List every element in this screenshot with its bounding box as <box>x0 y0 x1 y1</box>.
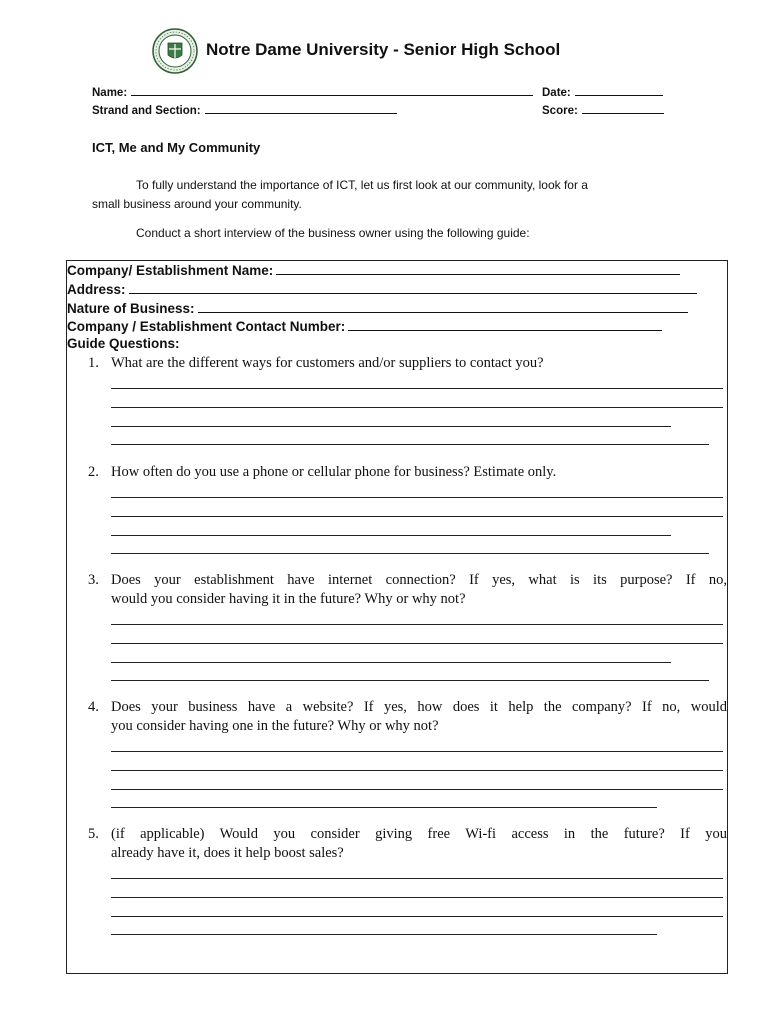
guide-questions-label: Guide Questions: <box>67 336 180 351</box>
question-text-continued: would you consider having it in the future? Why or why not? <box>111 591 466 607</box>
strand-blank[interactable] <box>205 102 397 114</box>
question-text: What are the different ways for customers and/or suppliers to contact you? <box>111 355 544 371</box>
answer-line[interactable] <box>111 643 723 644</box>
question-text: (if applicable) Would you consider giving free Wi-fi access in the future? If you <box>111 826 727 842</box>
answer-line[interactable] <box>111 807 657 808</box>
answer-line[interactable] <box>111 497 723 498</box>
address-field <box>67 281 697 297</box>
activity-title: ICT, Me and My Community <box>92 140 261 155</box>
address-label: Address: <box>67 282 126 297</box>
answer-line[interactable] <box>111 662 671 663</box>
nature-field <box>67 300 688 316</box>
answer-line[interactable] <box>111 934 657 935</box>
name-row <box>92 84 533 99</box>
answer-line[interactable] <box>111 680 709 681</box>
answer-line[interactable] <box>111 535 671 536</box>
name-label: Name: <box>92 87 128 99</box>
question-text: Does your business have a website? If yes, how does it help the company? If no, would <box>111 699 727 715</box>
answer-line[interactable] <box>111 878 723 879</box>
score-label: Score: <box>542 105 578 117</box>
question-number: 3. <box>88 572 99 588</box>
score-blank[interactable] <box>582 102 664 114</box>
score-row <box>542 102 664 117</box>
instruction: Conduct a short interview of the business owner using the following guide: <box>136 226 530 240</box>
address-blank[interactable] <box>129 281 697 294</box>
intro-line-1: To fully understand the importance of ICT, let us first look at our community, look for a <box>136 178 588 192</box>
company-label: Company/ Establishment Name: <box>67 263 274 278</box>
name-blank[interactable] <box>131 84 533 96</box>
question-number: 1. <box>88 355 99 371</box>
answer-line[interactable] <box>111 751 723 752</box>
company-blank[interactable] <box>276 262 680 275</box>
date-blank[interactable] <box>575 84 663 96</box>
question-text-continued: you consider having one in the future? Why or why not? <box>111 718 439 734</box>
contact-label: Company / Establishment Contact Number: <box>67 319 346 334</box>
answer-line[interactable] <box>111 916 723 917</box>
contact-blank[interactable] <box>348 318 662 331</box>
question-text-continued: already have it, does it help boost sales? <box>111 845 344 861</box>
question-text: How often do you use a phone or cellular phone for business? Estimate only. <box>111 464 557 480</box>
date-label: Date: <box>542 87 571 99</box>
answer-line[interactable] <box>111 426 671 427</box>
contact-field <box>67 318 662 334</box>
answer-line[interactable] <box>111 444 709 445</box>
school-seal-icon <box>152 28 198 74</box>
answer-line[interactable] <box>111 770 723 771</box>
strand-label: Strand and Section: <box>92 105 201 117</box>
answer-line[interactable] <box>111 407 723 408</box>
answer-line[interactable] <box>111 789 723 790</box>
question-number: 5. <box>88 826 99 842</box>
date-row <box>542 84 663 99</box>
question-number: 4. <box>88 699 99 715</box>
intro-line-2: small business around your community. <box>92 197 302 211</box>
answer-line[interactable] <box>111 897 723 898</box>
school-name: Notre Dame University - Senior High School <box>206 40 561 59</box>
answer-line[interactable] <box>111 553 709 554</box>
question-text: Does your establishment have internet connection? If yes, what is its purpose? If no, <box>111 572 727 588</box>
nature-label: Nature of Business: <box>67 301 195 316</box>
nature-blank[interactable] <box>198 300 688 313</box>
answer-line[interactable] <box>111 624 723 625</box>
answer-line[interactable] <box>111 516 723 517</box>
question-number: 2. <box>88 464 99 480</box>
company-field <box>67 262 680 278</box>
strand-row <box>92 102 397 117</box>
answer-line[interactable] <box>111 388 723 389</box>
